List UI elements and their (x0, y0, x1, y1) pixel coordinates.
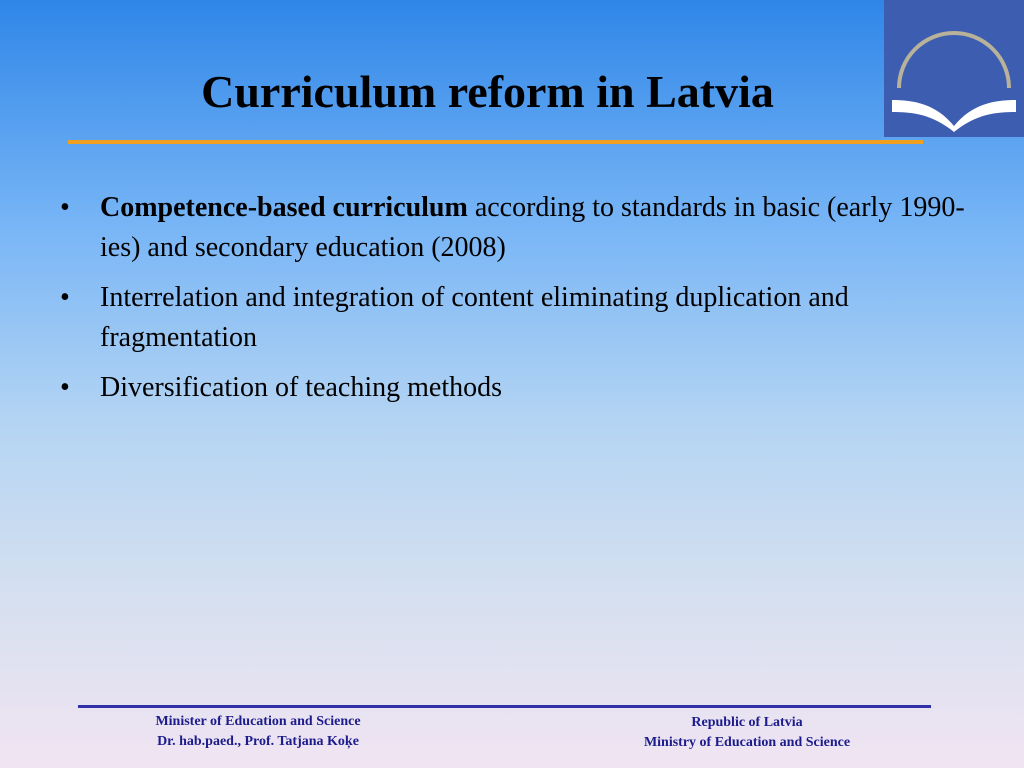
footer-right-line1: Republic of Latvia (691, 715, 803, 730)
footer-left-line1: Minister of Education and Science (155, 714, 361, 729)
bullet-bold-text: Competence-based curriculum (100, 192, 468, 223)
footer-right (586, 713, 908, 753)
bullet-text: Diversification of teaching methods (100, 372, 502, 403)
bullet-marker: • (60, 282, 70, 313)
title-underline (68, 140, 923, 144)
footer-left (78, 712, 438, 752)
open-book-arch-icon (884, 0, 1024, 137)
bullet-item (60, 188, 970, 268)
bullet-marker: • (60, 372, 70, 403)
bullet-list (60, 188, 970, 418)
footer-right-line2: Ministry of Education and Science (643, 735, 851, 750)
footer-divider (78, 705, 931, 708)
slide-title: Curriculum reform in Latvia (201, 66, 774, 117)
bullet-item (60, 278, 970, 358)
bullet-item (60, 368, 970, 408)
footer-left-line2: Dr. hab.paed., Prof. Tatjana Koķe (157, 734, 359, 749)
bullet-text: Interrelation and integration of content eliminating duplication and fragmentation (100, 282, 849, 353)
ministry-logo (884, 0, 1024, 137)
bullet-text: according to standards in basic (early 1990-ies) and secondary education (2008) (100, 192, 965, 263)
bullet-marker: • (60, 192, 70, 223)
